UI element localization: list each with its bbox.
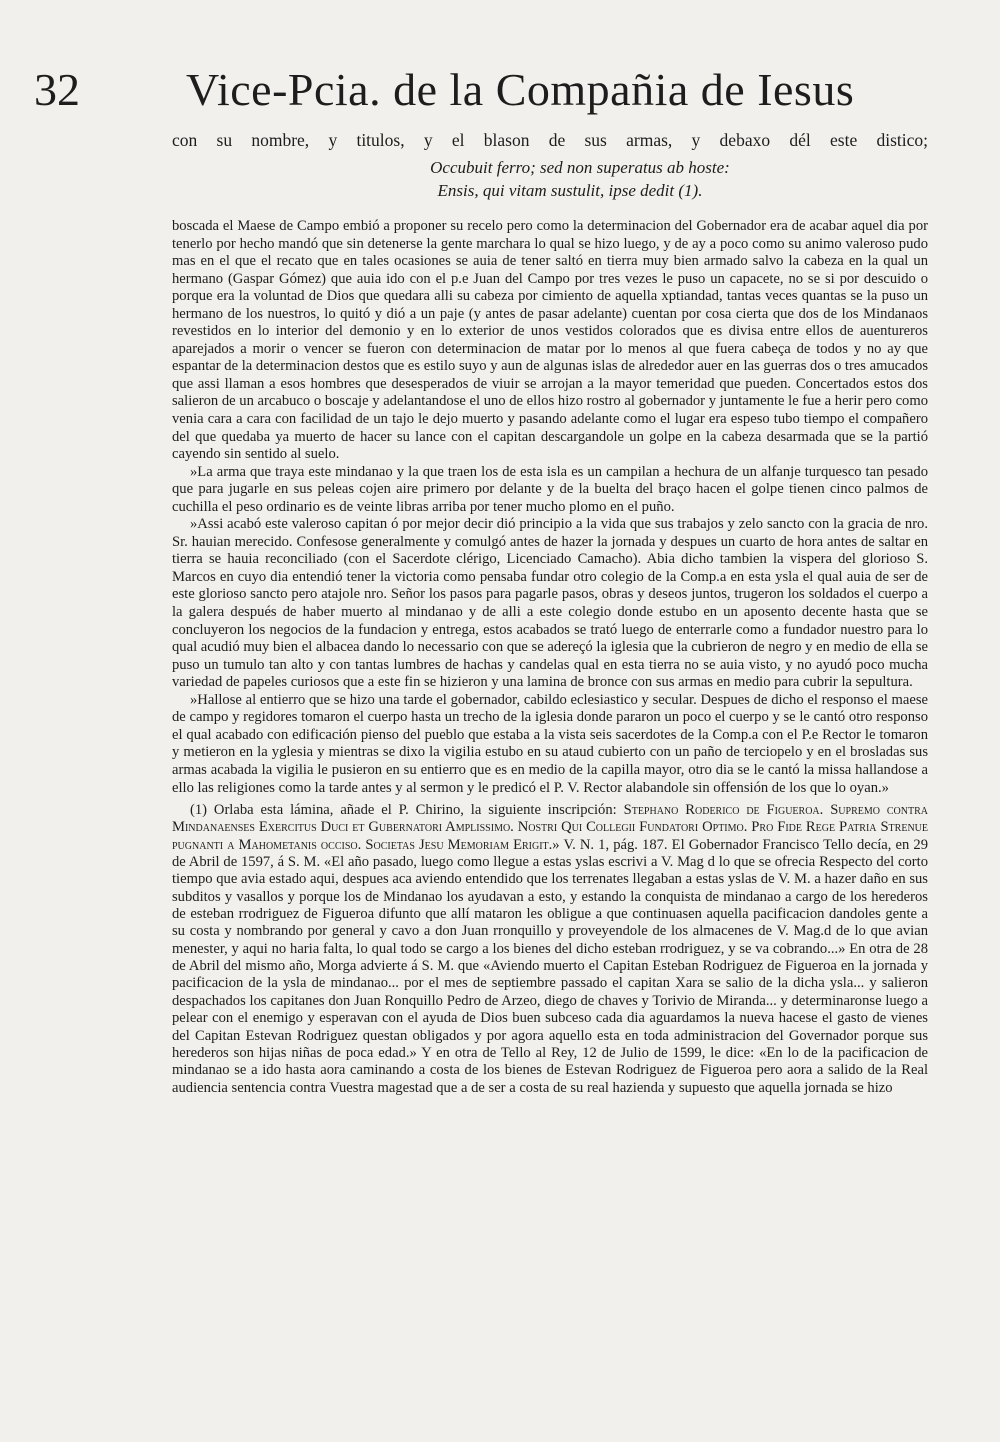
footnote-intro: (1) Orlaba esta lámina, añade el P. Chirino, la siguiente inscripción: (190, 802, 624, 819)
page-body (172, 128, 928, 1111)
paragraph-2: »La arma que traya este mindanao y la que traen los de esta isla es un campilan a hechura de un alfanje turquesco tan pesado que para jugarle en sus peleas cojen aire primero por delante y de la buelta del braço hacen el golpe tienen cinco palmos de cuchilla el peso ordinario es de veinte libras arriba por tener mucho plomo en el puño. (172, 463, 928, 515)
page-number: 32 (34, 64, 80, 115)
paragraph-3: »Assi acabó este valeroso capitan ó por mejor decir dió principio a la vida que sus trabajos y zelo sancto con la gracia de nro. Sr. hauian merecido. Confesose generalmente y comulgó antes de hazer la jornada y despues un cuarto de hora antes de saltar en tierra se hauia reconciliado (con el Sacerdote clérigo, Licenciado Camacho). Abia dicho tambien la vispera del glorioso S. Marcos en cuyo dia entendió tener la victoria como pensaba fundar otro colegio de la Comp.a en esta ysla el qual auia de ser de este glorioso sancto pero atajole nro. Señor los pasos para pagarle pasos, obras y deseos juntos, trugeron los soldados el cuerpo a la galera después de haber muerto al mindanao y de alli a este colegio donde estubo en un aposento decente hasta que se concluyeron los negocios de la fundacion y entrega, estos acabados se trató luego de enterrarle como a fundador nuestro para lo qual acudió muy bien el albacea dando lo necessario con que se adereçó la iglesia que la cubrieron de negro y en medio de ella se puso un tumulo tan alto y con tantas lumbres de hachas y candelas qual en esta tierra no se auia visto, y no ayudó poco mucha variedad de papeles curiosos que a este fin se hizieron y una lamina de bronce con sus armas en medio para cubrir la sepultura. (172, 516, 928, 691)
latin-distich (172, 156, 928, 202)
running-title: Vice-Pcia. de la Compañia de Iesus (186, 64, 855, 115)
footnote-body: V. N. 1, pág. 187. El Gobernador Francisco Tello decía, en 29 de Abril de 1597, á S. M. «El año pasado, luego como llegue a estas yslas escrivi a V. Mag d lo que se ofrecia Respecto del corto tiempo que avia estado aqui, despues aca aviendo entendido que los terrenates llegaban a estas yslas de V. M. a hazer daño en sus subditos y vasallos y porque los de Mindanao los ayudavan a esto, y estando la conquista de mindanao a cargo de los herederos de esteban rrodriguez de Figueroa difunto que allí mataron les obligue a que continuasen aquella pacificacion dandoles gente a su costa y nombrando por general y cavo a don Juan rronquillo y proveyendole de los almacenes de V. Mag.d de lo que avian menester, y aqui no haria falta, lo qual todo se cargo a los bienes del dicho esteban rrodriguez, y se va cobrando...» En otra de 28 de Abril del mismo año, Morga advierte á S. M. que «Aviendo muerto el Capitan Esteban Rodriguez de Figueroa en la jornada y pacificacion de la ysla de mindanao... por el mes de septiembre passado el capitan Xara se salio de la dicha ysla... y salieron despachados los capitanes don Juan Ronquillo Pedro de Arzeo, diego de chaves y Torivio de Miranda... y determinaronse luego a pelear con el enemigo y esperavan con el ayuda de Dios buen subceso cada dia aguardamos la nueva hacese el gasto de vienes del Capitan Estevan Rodriguez questan obligados y por agora aquello esta en toda administracion del Governador porque sus herederos son hijas niñas de poca edad.» Y en otra de Tello al Rey, 12 de Julio de 1599, le dice: «En lo de la pacificacion de mindanao se a ido hasta aora caminando a costa de los bienes de Estevan Rodriguez de Figueroa pero aora a salido de la Real audiencia sentencia contra Vuestra magestad que a de ser a costa de su real hazienda y supuesto que aquella jornada se hizo (172, 836, 928, 1096)
opening-line: con su nombre, y titulos, y el blason de sus armas, y debaxo dél este distico; (172, 130, 928, 150)
footnote (172, 802, 928, 1097)
distich-line-1: Occubuit ferro; sed non superatus ab hoste: (430, 158, 730, 177)
paragraph-4: »Hallose al entierro que se hizo una tarde el gobernador, cabildo eclesiastico y secular. Despues de dicho el responso el maese de campo y regidores tomaron el cuerpo hasta un trecho de la iglesia donde pararon un poco el cuerpo y se le cantó otro responso el qual acabado con edificación pienso del pueblo que estaba a la vista seis sacerdotes de la Comp.a con el P.e Rector le tomaron y metieron en la yglesia y mientras se dixo la vigilia estubo en su ataud cubierto con un paño de terciopelo y en el brosladas sus armas acabada la vigilia le pusieron en su entierro que es en medio de la capilla mayor, otro dia se le cantó la missa hallandose a ello las religiones como la tarde antes y al sermon y le predicó el P. V. Rector alabandole sin offensión de los que lo oyan.» (172, 691, 928, 796)
paragraph-1: boscada el Maese de Campo embió a proponer su recelo pero como la determinacion del Gobernador era de acabar aquel dia por tenerlo por hecho mandó que sin detenerse la gente marchara lo qual se hizo luego, y de ay a poco como su animo valeroso pudo mas en el que el recato que en tales ocasiones se auia de tener saltó en tierra muy bien armado salvo la cabeza en la qual un hermano (Gaspar Gómez) que auia ido con el p.e Juan del Campo por tres vezes le puso un capacete, no se si por descuido o porque era la voluntad de Dios que quedara alli su cabeza por cimiento de aquella xptiandad, tantas veces quantas se la puso un hermano de los nuestros, lo quitó y dió a un paje (y antes de pasar adelante) cuentan por cosa cierta que dos de los Mindanaos revestidos en lo interior del demonio y en lo exterior de unos vestidos colorados que es divisa entre ellos de auentureros aparejados a morir o vencer se fueron con determinacion de matar por lo menos al que fuera cabeça de todos y no ay que espantar de la determinacion destos que es estilo suyo y aun de algunas islas de alrededor auer en las guerras dos o tres amucados que assi llaman a esos hombres que desesperados de viuir se arrojan a la mayor temeridad que pueden. Concertados estos dos salieron de un arcabuco o boscaje y adelantandose el uno de ellos hizo rostro al gobernador y juntamente le fue a herir pero como venia cara a cara con facilidad de un tajo le dejo muerto y pasando adelante como el lugar era espeso tubo tiempo el compañero del que quedaba ya muerto de hacer su lance con el capitan descargandole un golpe en la cabeza desarmada que se la partió cayendo sin sentido al suelo. (172, 218, 928, 463)
footnote-inscription: Stephano Roderico de Figueroa. Supremo contra Mindanaenses Exercitus Duci et Gubernatori Amplissimo. Nostri Qui Collegii Fundatori Optimo. Pro Fide Rege Patria Strenue pugnanti a Mahometanis occiso. Societas Jesu Memoriam Erigit.» (172, 802, 928, 853)
main-text (172, 218, 928, 797)
distich-line-2: Ensis, qui vitam sustulit, ipse dedit (1). (437, 181, 703, 200)
